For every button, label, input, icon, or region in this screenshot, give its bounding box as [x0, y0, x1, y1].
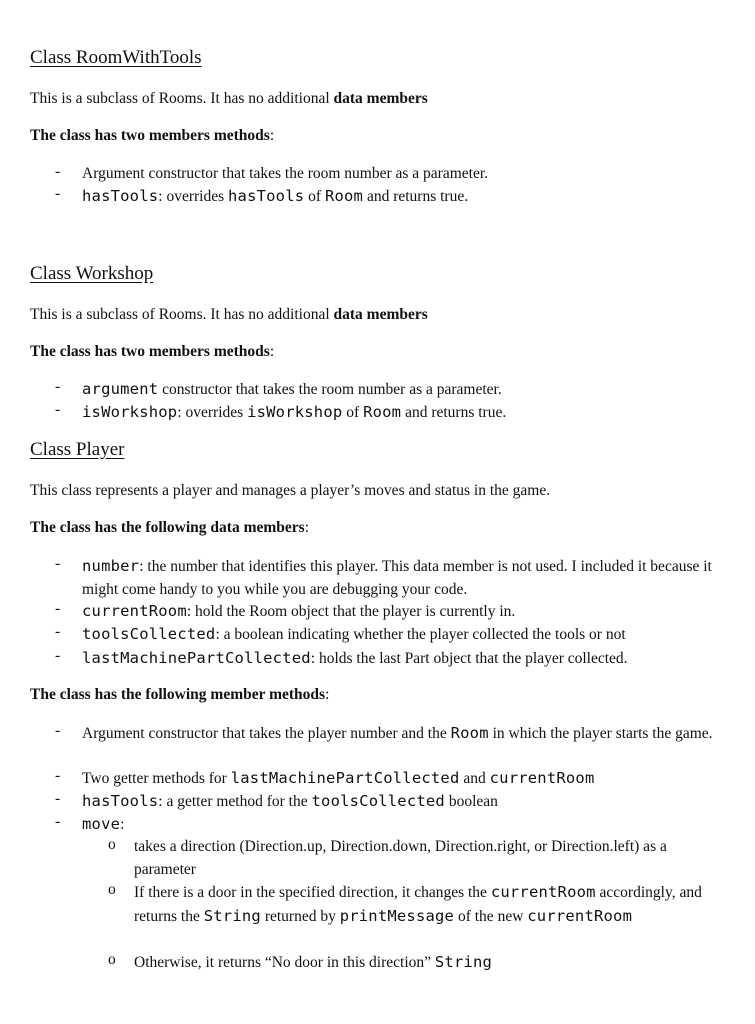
workshop-intro: This is a subclass of Rooms. It has no additional data members: [30, 306, 428, 323]
room-with-tools-intro: This is a subclass of Rooms. It has no additional data members: [30, 90, 428, 107]
workshop-methods-title: The class has two members methods:: [30, 343, 275, 360]
room-with-tools-methods-title: The class has two members methods:: [30, 127, 275, 144]
heading-player: Class Player: [30, 439, 125, 460]
player-intro: This class represents a player and manages a player’s moves and status in the game.: [30, 482, 551, 499]
heading-room-with-tools: Class RoomWithTools: [30, 47, 202, 68]
heading-workshop: Class Workshop: [30, 263, 154, 284]
player-member-methods-title: The class has the following member methods:: [30, 686, 330, 703]
document-page: Class RoomWithTools This is a subclass of Rooms. It has no additional data members The class has two members methods: - Argument constructor that takes the room number as a parameter. - hasTools: overrides hasTools of Room and returns true. Class Workshop This is a subclass of Rooms. It has no additional data members The class has two members methods: - argument constructor that takes the room number as a parameter. - isWorkshop: overrides isWorkshop of Room and returns true. Class Player This class represents a player and manages a player’s moves and status in the game. The class has the following data members: - number: the number that identifies this player. This data member is not used. I included it because it might come handy to you while you are debugging your code. - currentRoom: hold the Room object that the player is currently in. - toolsCollected: a boolean indicating whether the player collected the tools or not - lastMachinePartCollected: holds the last Part object that the player collected. The class has the following member methods: - Argument constructor that takes the player number and the Room in which the player starts the game. - Two getter methods for lastMachinePartCollected and currentRoom - hasTools: a getter method for the toolsCollected boolean - move: o takes a direction (Direction.up, Direction.down, Direction.right, or Direction.left) as a parameter o If there is a door in the specified direction, it changes the currentRoom accordingly, and returns the String returned by printMessage of the new currentRoom o Otherwise, it returns “No door in this direction” String: [0, 0, 755, 1024]
player-data-members-title: The class has the following data members:: [30, 519, 310, 536]
